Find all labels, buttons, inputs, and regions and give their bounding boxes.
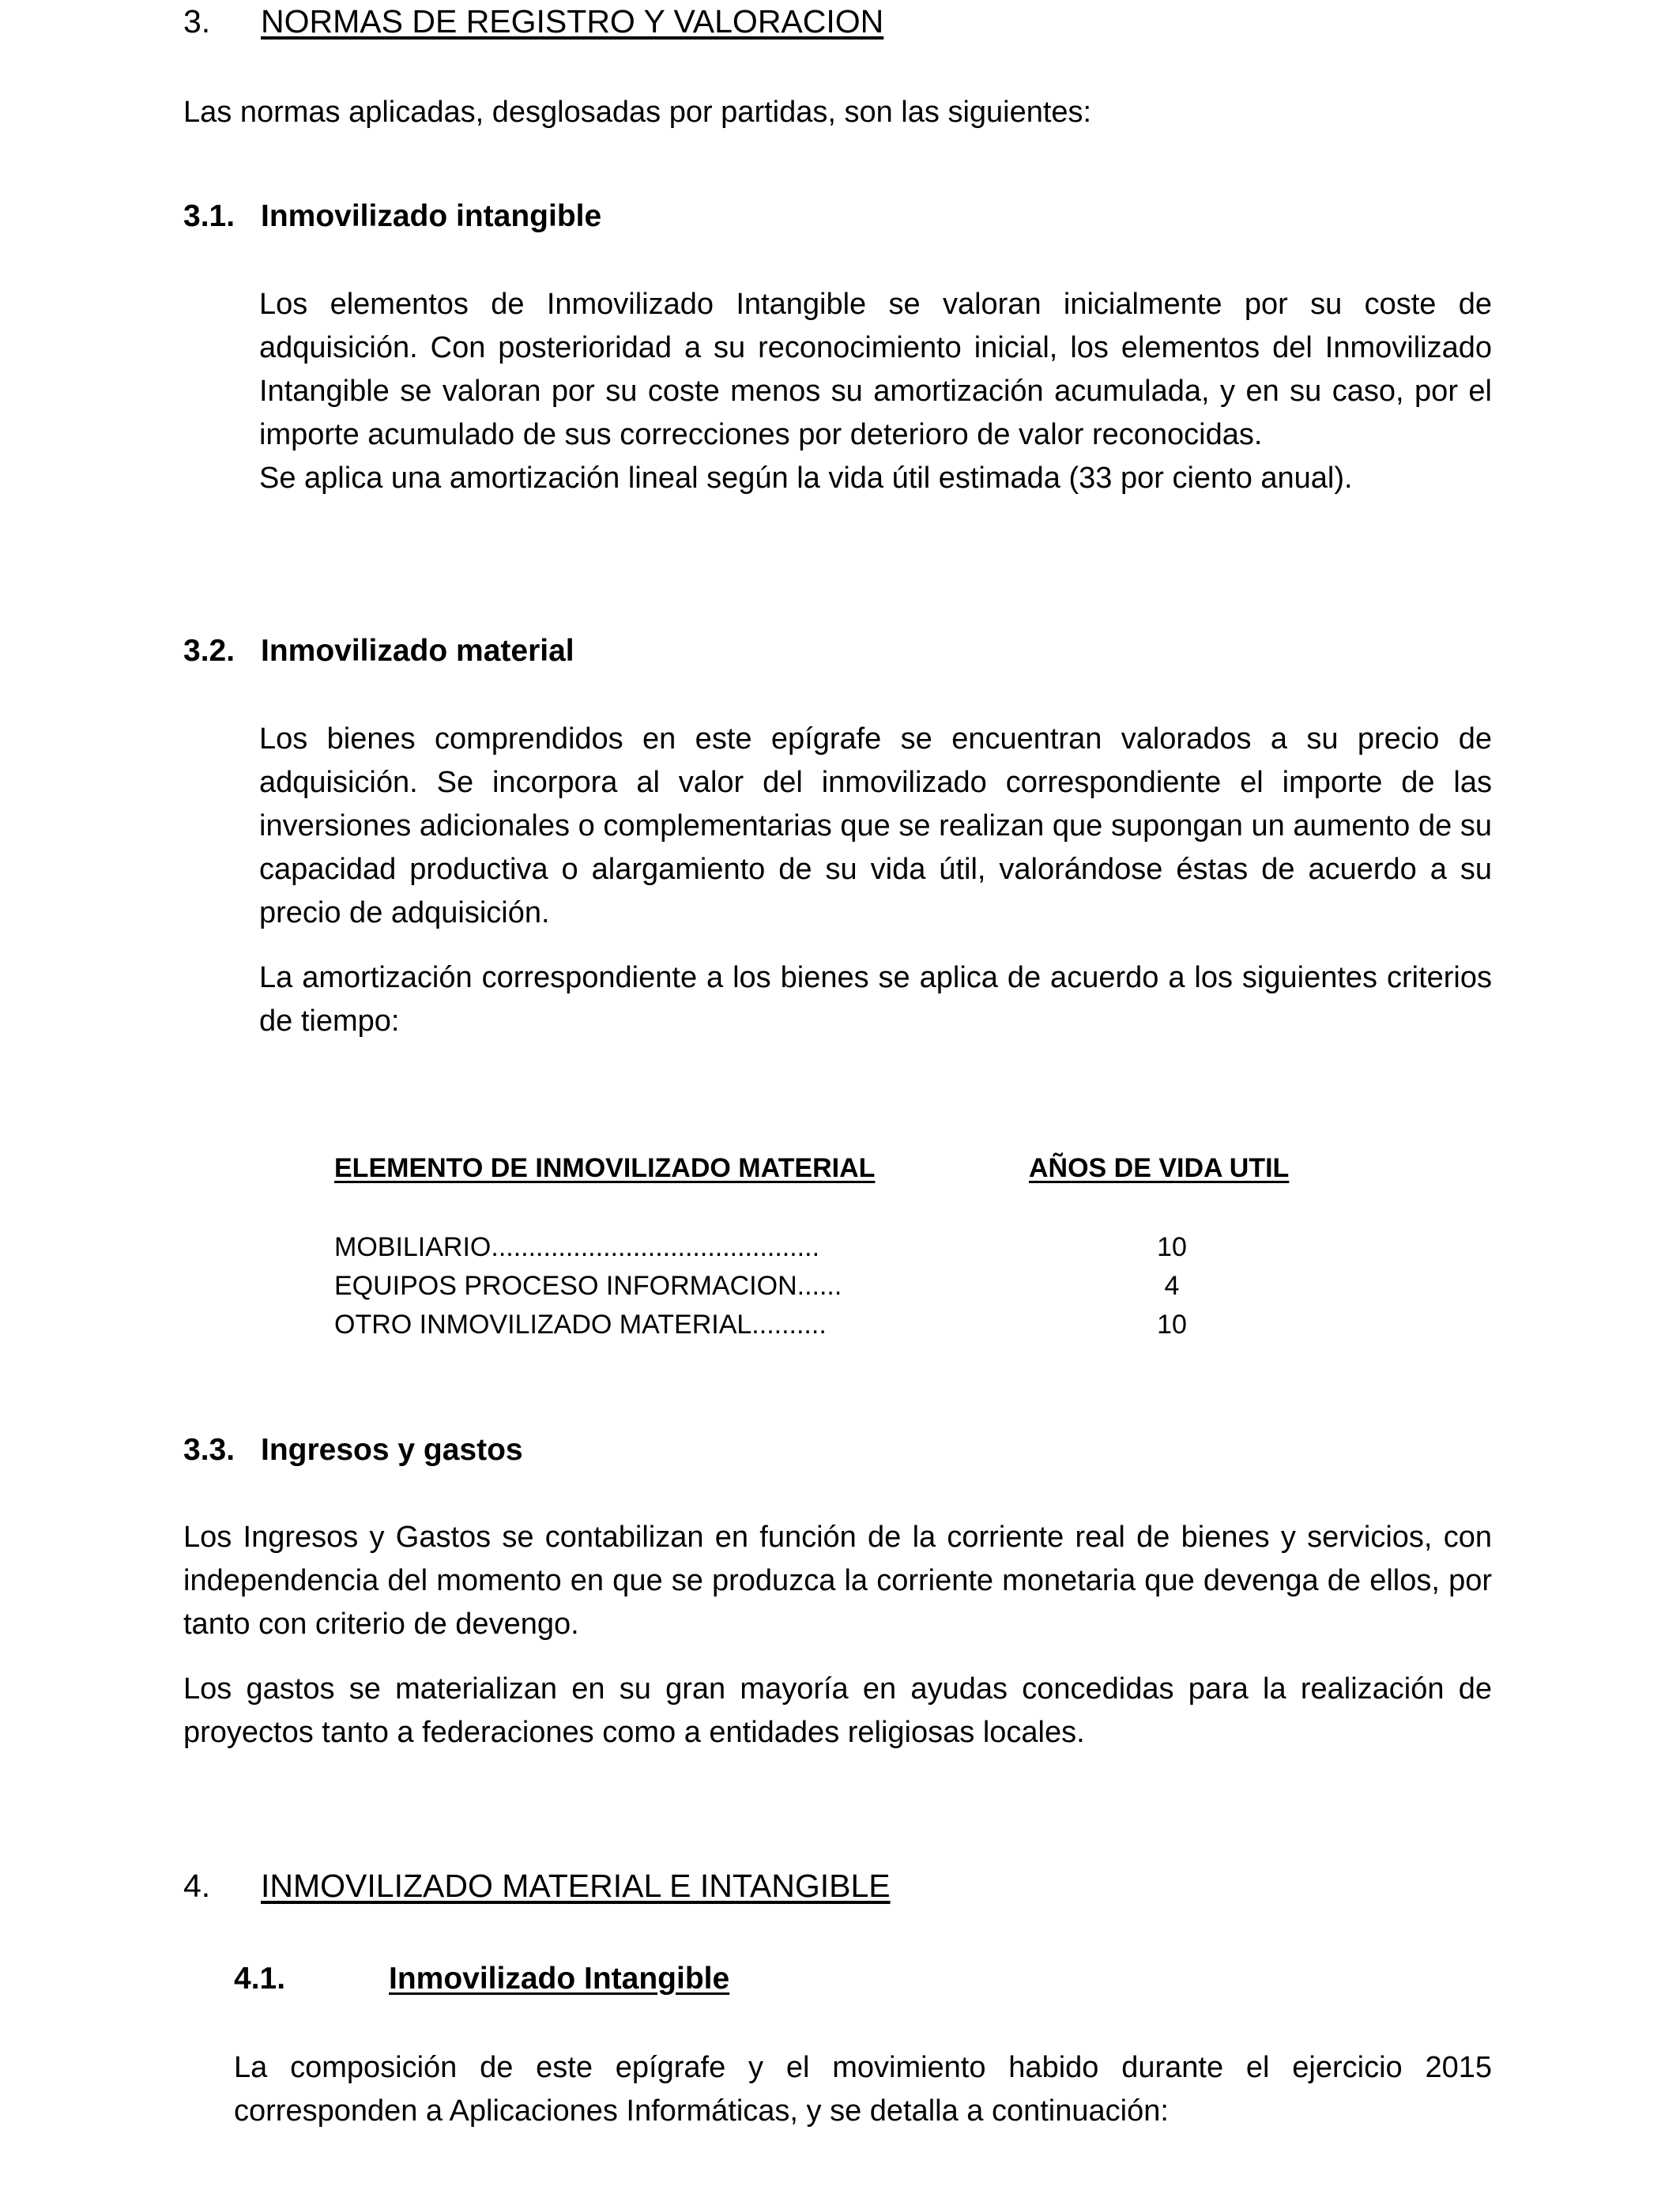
table-row: [334, 1227, 819, 1267]
subsection-3-1-body: [259, 283, 1492, 500]
table-row: [334, 1266, 842, 1306]
subsection-3-1-paragraph-1: Los elementos de Inmovilizado Intangible se valoran inicialmente por su coste de adquisición. Con posterioridad a su reconocimiento inicial, los elementos del Inmovilizado Intangible se valoran por su coste menos su amortización acumulada, y en su caso, por el importe acumulado de sus correcciones por deterioro de valor reconocidas.: [259, 288, 1492, 451]
section-3-title: NORMAS DE REGISTRO Y VALORACION: [261, 3, 884, 40]
subsection-3-2-number: 3.2.: [183, 634, 235, 668]
subsection-4-1-body: [234, 2046, 1492, 2133]
subsection-3-2-heading: [183, 632, 574, 670]
section-3-intro: Las normas aplicadas, desglosadas por partidas, son las siguientes:: [183, 96, 1092, 129]
subsection-3-3-body: [183, 1516, 1492, 1755]
subsection-3-1-number: 3.1.: [183, 199, 235, 233]
subsection-3-3-number: 3.3.: [183, 1433, 235, 1467]
subsection-3-2-paragraph-2: La amortización correspondiente a los bienes se aplica de acuerdo a los siguientes criterios de tiempo:: [259, 961, 1492, 1038]
section-4-title: INMOVILIZADO MATERIAL E INTANGIBLE: [261, 1868, 891, 1904]
subsection-3-3-title: Ingresos y gastos: [261, 1433, 523, 1467]
subsection-3-2-title: Inmovilizado material: [261, 634, 574, 668]
table-row-label: MOBILIARIO............................................: [334, 1232, 820, 1262]
subsection-3-3-heading: [183, 1431, 523, 1469]
subsection-3-1-paragraph-2: Se aplica una amortización lineal según la vida útil estimada (33 por ciento anual).: [259, 462, 1353, 495]
table-row-years: 4: [1164, 1271, 1180, 1301]
section-3-heading: [183, 2, 884, 41]
section-3-number: 3.: [183, 3, 211, 40]
subsection-3-2-paragraph-1: Los bienes comprendidos en este epígrafe se encuentran valorados a su precio de adquisición. Se incorpora al valor del inmovilizado correspondiente el importe de las inversiones adicionales o complementarias que se realizan que supongan un aumento de su capacidad productiva o alargamiento de su vida útil, valorándose éstas de acuerdo a su precio de adquisición.: [259, 722, 1492, 929]
useful-life-table: [334, 1148, 1314, 1354]
subsection-3-3-paragraph-2: Los gastos se materializan en su gran mayoría en ayudas concedidas para la realización de proyectos tanto a federaciones como a entidades religiosas locales.: [183, 1672, 1492, 1749]
subsection-4-1-heading: [234, 1960, 730, 1998]
table-row-label: OTRO INMOVILIZADO MATERIAL..........: [334, 1310, 827, 1340]
table-row-label: EQUIPOS PROCESO INFORMACION......: [334, 1271, 842, 1301]
subsection-4-1-number: 4.1.: [234, 1962, 286, 1996]
table-row-years: 10: [1157, 1232, 1187, 1262]
subsection-4-1-title: Inmovilizado Intangible: [389, 1962, 730, 1996]
subsection-3-1-title: Inmovilizado intangible: [261, 199, 602, 233]
table-row: [334, 1305, 827, 1344]
subsection-3-1-heading: [183, 198, 602, 236]
subsection-3-2-body: [259, 718, 1492, 1043]
table-row-years: 10: [1157, 1310, 1187, 1340]
table-header-years: AÑOS DE VIDA UTIL: [1029, 1153, 1290, 1183]
section-4-heading: [183, 1866, 891, 1906]
section-4-number: 4.: [183, 1868, 211, 1904]
subsection-3-3-paragraph-1: Los Ingresos y Gastos se contabilizan en función de la corriente real de bienes y servicios, con independencia del momento en que se produzca la corriente monetaria que devenga de ellos, por tanto con criterio de devengo.: [183, 1521, 1492, 1641]
subsection-4-1-paragraph-1: La composición de este epígrafe y el movimiento habido durante el ejercicio 2015 corresponden a Aplicaciones Informáticas, y se detalla a continuación:: [234, 2051, 1492, 2128]
table-header-element: ELEMENTO DE INMOVILIZADO MATERIAL: [334, 1153, 876, 1183]
